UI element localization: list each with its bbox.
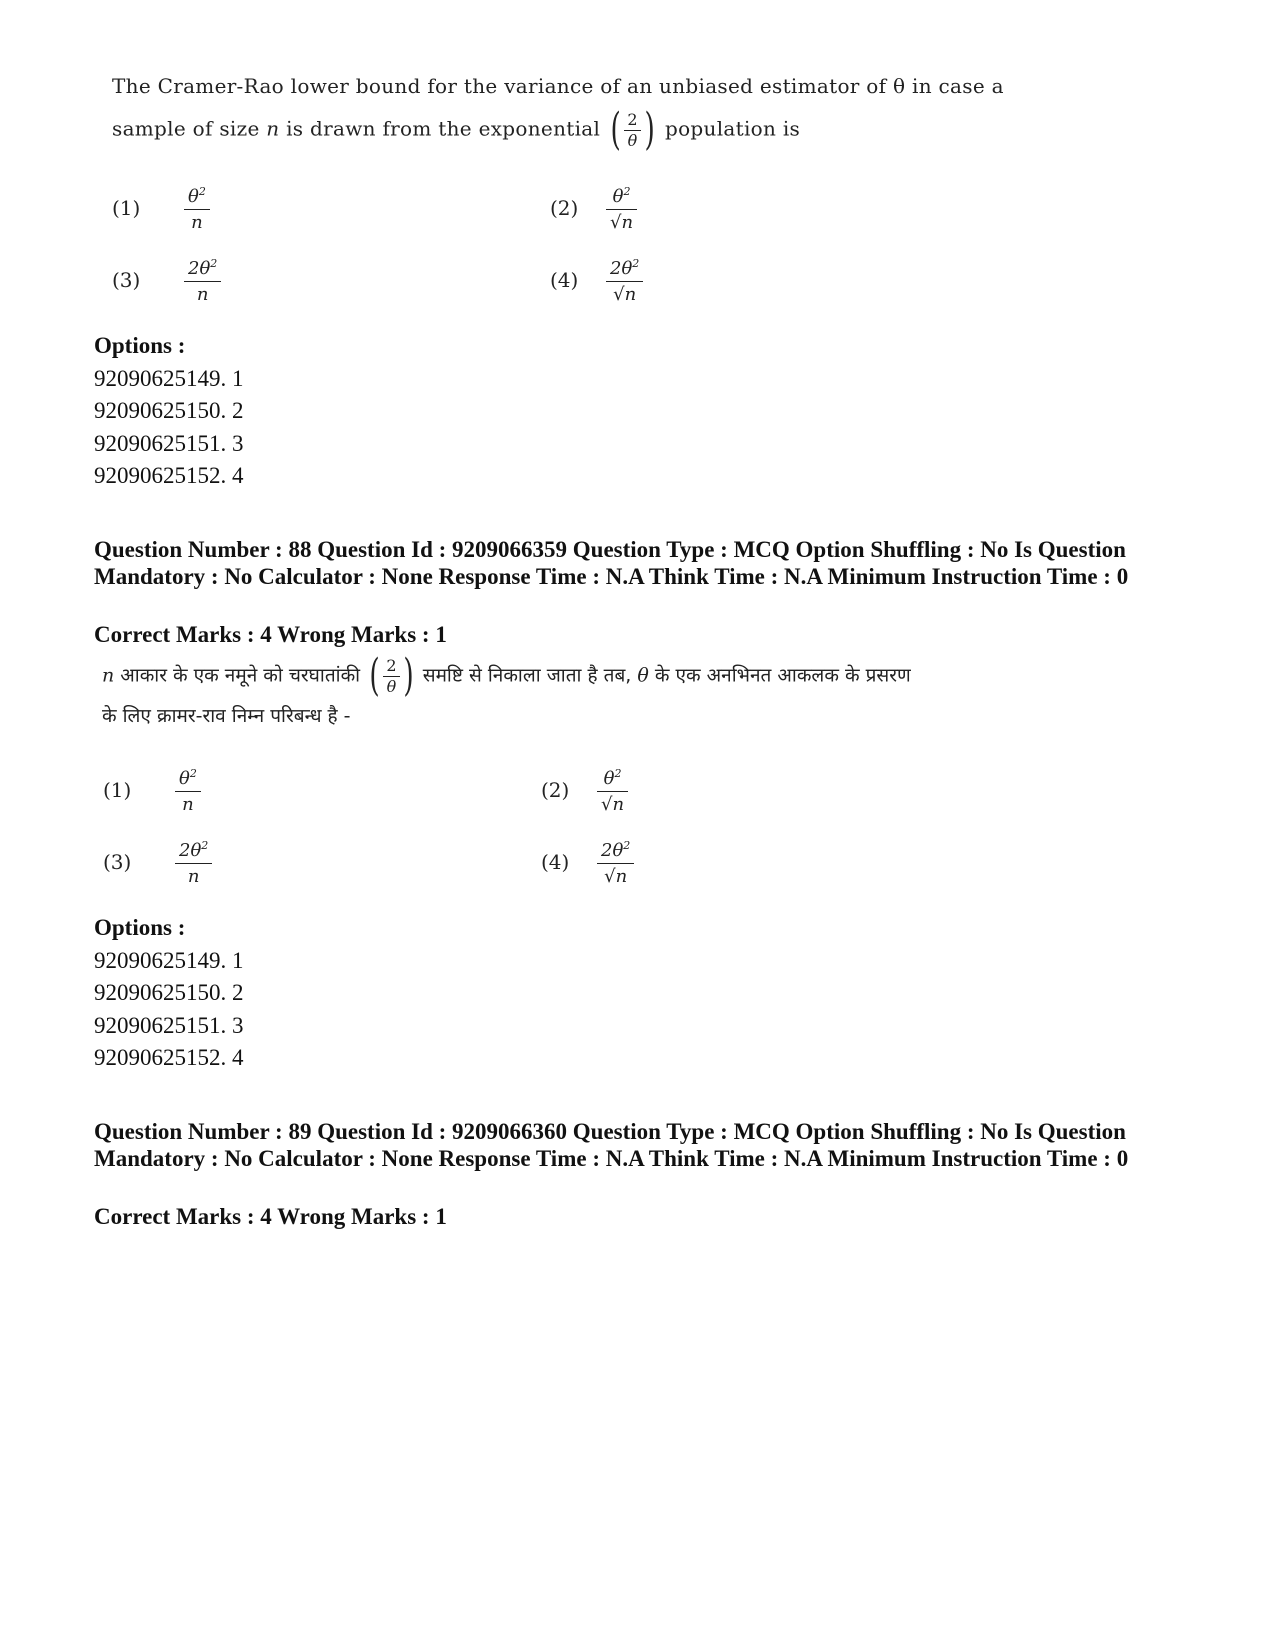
q88-question-image (102, 650, 1022, 736)
q87-choice-3: (3) $2\theta^2$ n (112, 248, 312, 312)
options-title: Options : (94, 915, 186, 940)
q89-marks: Correct Marks : 4 Wrong Marks : 1 (94, 1204, 447, 1229)
option-item: 92090625151. 3 (94, 430, 244, 456)
q87-choice-1: (1) $\theta^2$ n (112, 176, 312, 240)
q88-choice-grid (103, 758, 1003, 898)
left-paren: ( (610, 104, 621, 155)
q88-choice-3: (3) $2\theta^2$ n (103, 830, 303, 894)
q88-choice-4: (4) $2\theta^2$ √n (541, 830, 741, 894)
q89-header: Question Number : 89 Question Id : 9209066360 Question Type : MCQ Option Shuffling : No Is Question Mandatory : No Calculator : None Response Time : N.A Think Time : N.A Minimum Instruction Time : 0 (94, 1119, 1129, 1171)
q88-choice-3-fraction: $2\theta^2$ n (175, 834, 212, 890)
option-item: 92090625149. 1 (94, 365, 244, 391)
q87-stem-line-1: The Cramer-Rao lower bound for the variance of an unbiased estimator of θ in case a (112, 74, 1004, 98)
q88-stem-fraction: $\frac{2}{\theta}$ (383, 656, 399, 697)
q87-choice-grid (112, 176, 1012, 316)
right-paren: ) (402, 650, 414, 701)
options-title: Options : (94, 333, 186, 358)
option-item: 92090625150. 2 (94, 398, 244, 423)
q87-choice-4: (4) $2\theta^2$ √n (550, 248, 750, 312)
right-paren: ) (644, 104, 655, 155)
q87-choice-2: (2) $\theta^2$ √n (550, 176, 750, 240)
q88-choice-4-fraction: $2\theta^2$ √n (597, 834, 634, 890)
option-item: 92090625150. 2 (94, 980, 244, 1005)
option-item: 92090625149. 1 (94, 947, 244, 973)
q87-options-list (94, 330, 244, 493)
q87-question-image (112, 66, 1012, 155)
q88-stem-line-2: के लिए क्रामर-राव निम्न परिबन्ध है - (102, 705, 351, 727)
q88-choice-1: (1) $\theta^2$ n (103, 758, 303, 822)
q87-stem-fraction: $\frac{2}{\theta}$ (624, 110, 640, 151)
q87-choice-2-fraction: $\theta^2$ √n (606, 180, 637, 236)
left-paren: ( (369, 650, 380, 701)
option-item: 92090625152. 4 (94, 463, 244, 488)
q88-options-list (94, 912, 244, 1075)
q87-choice-3-fraction: $2\theta^2$ n (184, 252, 221, 308)
q88-stem-line-1: n आकार के एक नमूने को चरघातांकी ( $\frac{2}{\theta}$ ) समष्टि से निकाला जाता है तब, θ के एक अनभिनत आकलक के प्रसरण (102, 650, 911, 701)
option-item: 92090625151. 3 (94, 1012, 244, 1038)
option-item: 92090625152. 4 (94, 1045, 244, 1070)
q87-choice-1-fraction: $\theta^2$ n (184, 180, 210, 236)
q87-stem-line-2: sample of size n is drawn from the exponential ( $\frac{2}{\theta}$ ) population is (112, 104, 801, 155)
q88-choice-1-fraction: $\theta^2$ n (175, 762, 201, 818)
q88-choice-2-fraction: $\theta^2$ √n (597, 762, 628, 818)
q88-header: Question Number : 88 Question Id : 9209066359 Question Type : MCQ Option Shuffling : No Is Question Mandatory : No Calculator : None Response Time : N.A Think Time : N.A Minimum Instruction Time : 0 (94, 537, 1129, 589)
q88-marks: Correct Marks : 4 Wrong Marks : 1 (94, 622, 447, 647)
q88-choice-2: (2) $\theta^2$ √n (541, 758, 741, 822)
q87-choice-4-fraction: $2\theta^2$ √n (606, 252, 643, 308)
